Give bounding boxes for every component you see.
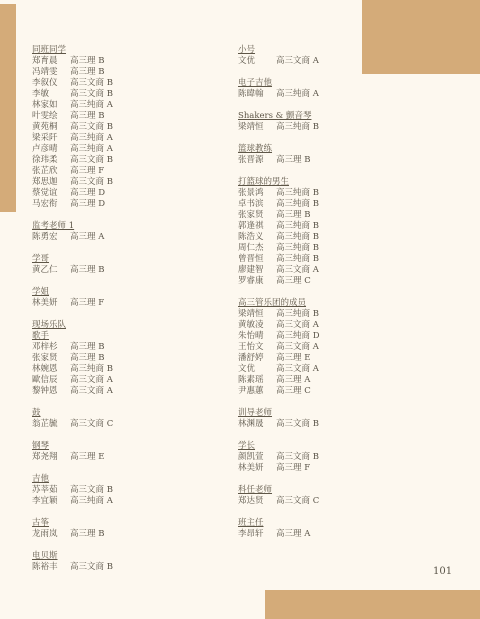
credit-group [238,78,438,100]
group-title: 高三管乐团的成员 [238,298,307,308]
credit-group [32,441,212,463]
member-class: 高三文商 A [276,364,319,374]
member-class: 高三文商 A [276,342,319,352]
bottom-right-decoration [265,590,480,619]
group-title: 学姐 [32,287,50,297]
member-name: 朱怡晴 [238,331,264,341]
member-class: 高三理 A [276,529,311,539]
member-name: 颜凯萱 [238,452,264,462]
member-name: 蔡觉谊 [32,188,58,198]
member-class: 高三理 B [276,155,311,165]
member-class: 高三纯商 A [70,100,113,110]
group-title: 吉他 [32,474,50,484]
group-title: 打篮球的男生 [238,177,290,187]
member-name: 歐信辰 [32,375,58,385]
member-row [238,89,438,100]
member-class: 高三理 B [70,529,105,539]
member-row [32,177,212,188]
member-name: 张家贤 [238,210,264,220]
member-row [238,221,438,232]
member-class: 高三理 B [276,210,311,220]
member-row [238,529,438,540]
left-credits-column [32,45,212,584]
group-title: 现场乐队 [32,320,67,330]
credit-group [238,518,438,540]
member-class: 高三理 B [70,56,105,66]
member-row [32,199,212,210]
member-name: 郑思迦 [32,177,58,187]
member-class: 高三纯商 A [70,144,113,154]
credit-group [238,177,438,287]
member-class: 高三理 C [276,386,311,396]
member-class: 高三文商 C [276,496,320,506]
group-title: 科任老师 [238,485,273,495]
member-row [32,419,212,430]
member-name: 林婉恩 [32,364,58,374]
member-class: 高三理 B [70,265,105,275]
member-name: 马宏衔 [32,199,58,209]
member-row [32,452,212,463]
member-name: 林美妍 [32,298,58,308]
member-name: 陈勇宏 [32,232,58,242]
member-row [238,232,438,243]
member-class: 高三文商 A [276,320,319,330]
member-name: 李叙仪 [32,78,58,88]
member-name: 张芷欣 [32,166,58,176]
member-row [32,56,212,67]
member-row [238,265,438,276]
credit-group [238,441,438,474]
credit-group [238,144,438,166]
member-class: 高三理 A [70,232,105,242]
member-class: 高三文商 B [70,177,113,187]
member-class: 高三理 F [276,463,311,473]
member-row [32,375,212,386]
credit-group [32,320,212,397]
member-name: 陈暐翰 [238,89,264,99]
credit-group [32,408,212,430]
credit-group [32,45,212,210]
credit-group [238,485,438,507]
member-row [32,364,212,375]
credit-group [32,221,212,243]
left-edge-decoration [0,4,16,212]
member-class: 高三文商 B [70,78,113,88]
member-class: 高三理 F [70,166,105,176]
member-class: 高三文商 B [70,485,113,495]
member-row [32,386,212,397]
group-title: 同班同学 [32,45,67,55]
group-title: 钢琴 [32,441,50,451]
member-name: 黄苑桐 [32,122,58,132]
member-class: 高三理 D [70,188,106,198]
member-name: 李昂轩 [238,529,264,539]
credit-group [238,45,438,67]
member-name: 陈裕丰 [32,562,58,572]
member-row [238,243,438,254]
member-row [238,254,438,265]
member-name: 陈素瑶 [238,375,264,385]
member-name: 林美妍 [238,463,264,473]
member-row [238,419,438,430]
member-row [32,78,212,89]
member-class: 高三理 B [70,111,105,121]
member-row [32,188,212,199]
member-name: 苏莘茹 [32,485,58,495]
member-name: 黄敏凌 [238,320,264,330]
member-class: 高三纯商 B [276,254,319,264]
member-class: 高三理 D [70,199,106,209]
member-row [238,210,438,221]
member-row [32,265,212,276]
group-title: 篮球教练 [238,144,273,154]
member-class: 高三文商 A [276,56,319,66]
member-row [238,496,438,507]
member-name: 周仁杰 [238,243,264,253]
group-title: 鼓 [32,408,41,418]
group-title: 训导老师 [238,408,273,418]
member-name: 郑达贤 [238,496,264,506]
member-class: 高三理 C [276,276,311,286]
group-title: 学哥 [32,254,50,264]
member-row [32,111,212,122]
member-class: 高三理 E [276,353,311,363]
member-class: 高三纯商 B [276,122,319,132]
member-class: 高三文商 B [70,155,113,165]
member-name: 潘舒婷 [238,353,264,363]
member-name: 张景鸿 [238,188,264,198]
member-name: 罗睿康 [238,276,264,286]
member-name: 龙雨岚 [32,529,58,539]
member-class: 高三纯商 B [70,364,113,374]
page-number: 101 [433,566,453,577]
member-row [238,364,438,375]
member-name: 黎钟恩 [32,386,58,396]
member-class: 高三纯商 B [276,243,319,253]
group-title: 古筝 [32,518,50,528]
member-name: 陈浩义 [238,232,264,242]
member-name: 李宜颖 [32,496,58,506]
member-name: 徐玮柔 [32,155,58,165]
member-name: 廖建智 [238,265,264,275]
member-row [32,529,212,540]
member-name: 梁靖恒 [238,122,264,132]
member-row [238,342,438,353]
member-row [32,298,212,309]
member-class: 高三文商 A [276,265,319,275]
member-class: 高三纯商 D [276,331,320,341]
group-title: Shakers & 颤音琴 [238,111,312,121]
member-class: 高三纯商 A [276,89,319,99]
member-class: 高三文商 B [70,89,113,99]
group-subtitle: 歌手 [32,331,50,341]
member-name: 邓梓杉 [32,342,58,352]
group-title: 监考老师 1 [32,221,75,231]
credit-group [238,111,438,133]
credit-group [32,254,212,276]
member-row [32,133,212,144]
member-row [32,342,212,353]
group-title: 小号 [238,45,256,55]
member-class: 高三理 A [276,375,311,385]
member-name: 叶雯绘 [32,111,58,121]
member-class: 高三纯商 B [276,309,319,319]
member-name: 林渊晟 [238,419,264,429]
member-name: 张晋源 [238,155,264,165]
credit-group [238,408,438,430]
credit-group [32,474,212,507]
member-class: 高三理 B [70,67,105,77]
member-row [238,320,438,331]
credit-group [32,518,212,540]
member-row [32,155,212,166]
member-row [32,122,212,133]
member-class: 高三文商 B [70,562,113,572]
member-class: 高三文商 B [276,419,319,429]
member-class: 高三纯商 B [276,232,319,242]
member-name: 冯靖雯 [32,67,58,77]
member-row [32,485,212,496]
member-name: 文优 [238,364,256,374]
credit-group [238,298,438,397]
group-title: 电子吉他 [238,78,273,88]
member-name: 郑育晨 [32,56,58,66]
member-class: 高三纯商 A [70,133,113,143]
member-name: 曾晋恒 [238,254,264,264]
member-name: 文优 [238,56,256,66]
group-title: 班主任 [238,518,264,528]
member-row [238,199,438,210]
member-name: 王怡文 [238,342,264,352]
member-class: 高三纯商 B [276,199,319,209]
member-class: 高三纯商 B [276,221,319,231]
member-row [238,56,438,67]
member-row [238,463,438,474]
member-name: 梁采阡 [32,133,58,143]
member-row [238,452,438,463]
member-name: 梁靖恒 [238,309,264,319]
member-class: 高三文商 C [70,419,114,429]
member-row [32,562,212,573]
member-class: 高三理 B [70,353,105,363]
member-class: 高三文商 A [70,375,113,385]
group-title: 学长 [238,441,256,451]
member-name: 林家如 [32,100,58,110]
member-name: 张家贤 [32,353,58,363]
member-class: 高三文商 B [276,452,319,462]
member-name: 卓书滨 [238,199,264,209]
credit-group [32,551,212,573]
member-class: 高三理 B [70,342,105,352]
member-row [32,232,212,243]
member-row [32,67,212,78]
member-name: 郭逢祺 [238,221,264,231]
member-name: 郑尧翔 [32,452,58,462]
member-row [238,188,438,199]
member-class: 高三纯商 B [276,188,319,198]
member-name: 黄乙仁 [32,265,58,275]
member-row [238,309,438,320]
member-name: 翁芷毓 [32,419,58,429]
member-class: 高三文商 B [70,122,113,132]
member-class: 高三理 F [70,298,105,308]
member-class: 高三纯商 A [70,496,113,506]
member-name: 尹惠蕙 [238,386,264,396]
member-row [32,166,212,177]
member-class: 高三文商 A [70,386,113,396]
right-credits-column [238,45,438,551]
member-row [238,276,438,287]
member-row [32,353,212,364]
member-class: 高三理 E [70,452,105,462]
member-row [32,144,212,155]
member-row [238,122,438,133]
member-row [32,100,212,111]
member-row [238,155,438,166]
member-row [32,496,212,507]
member-row [238,353,438,364]
member-row [238,331,438,342]
member-row [32,89,212,100]
member-row [238,386,438,397]
member-name: 卢彦晴 [32,144,58,154]
member-row [238,375,438,386]
group-title: 电贝斯 [32,551,58,561]
member-name: 李敏 [32,89,50,99]
credit-group [32,287,212,309]
